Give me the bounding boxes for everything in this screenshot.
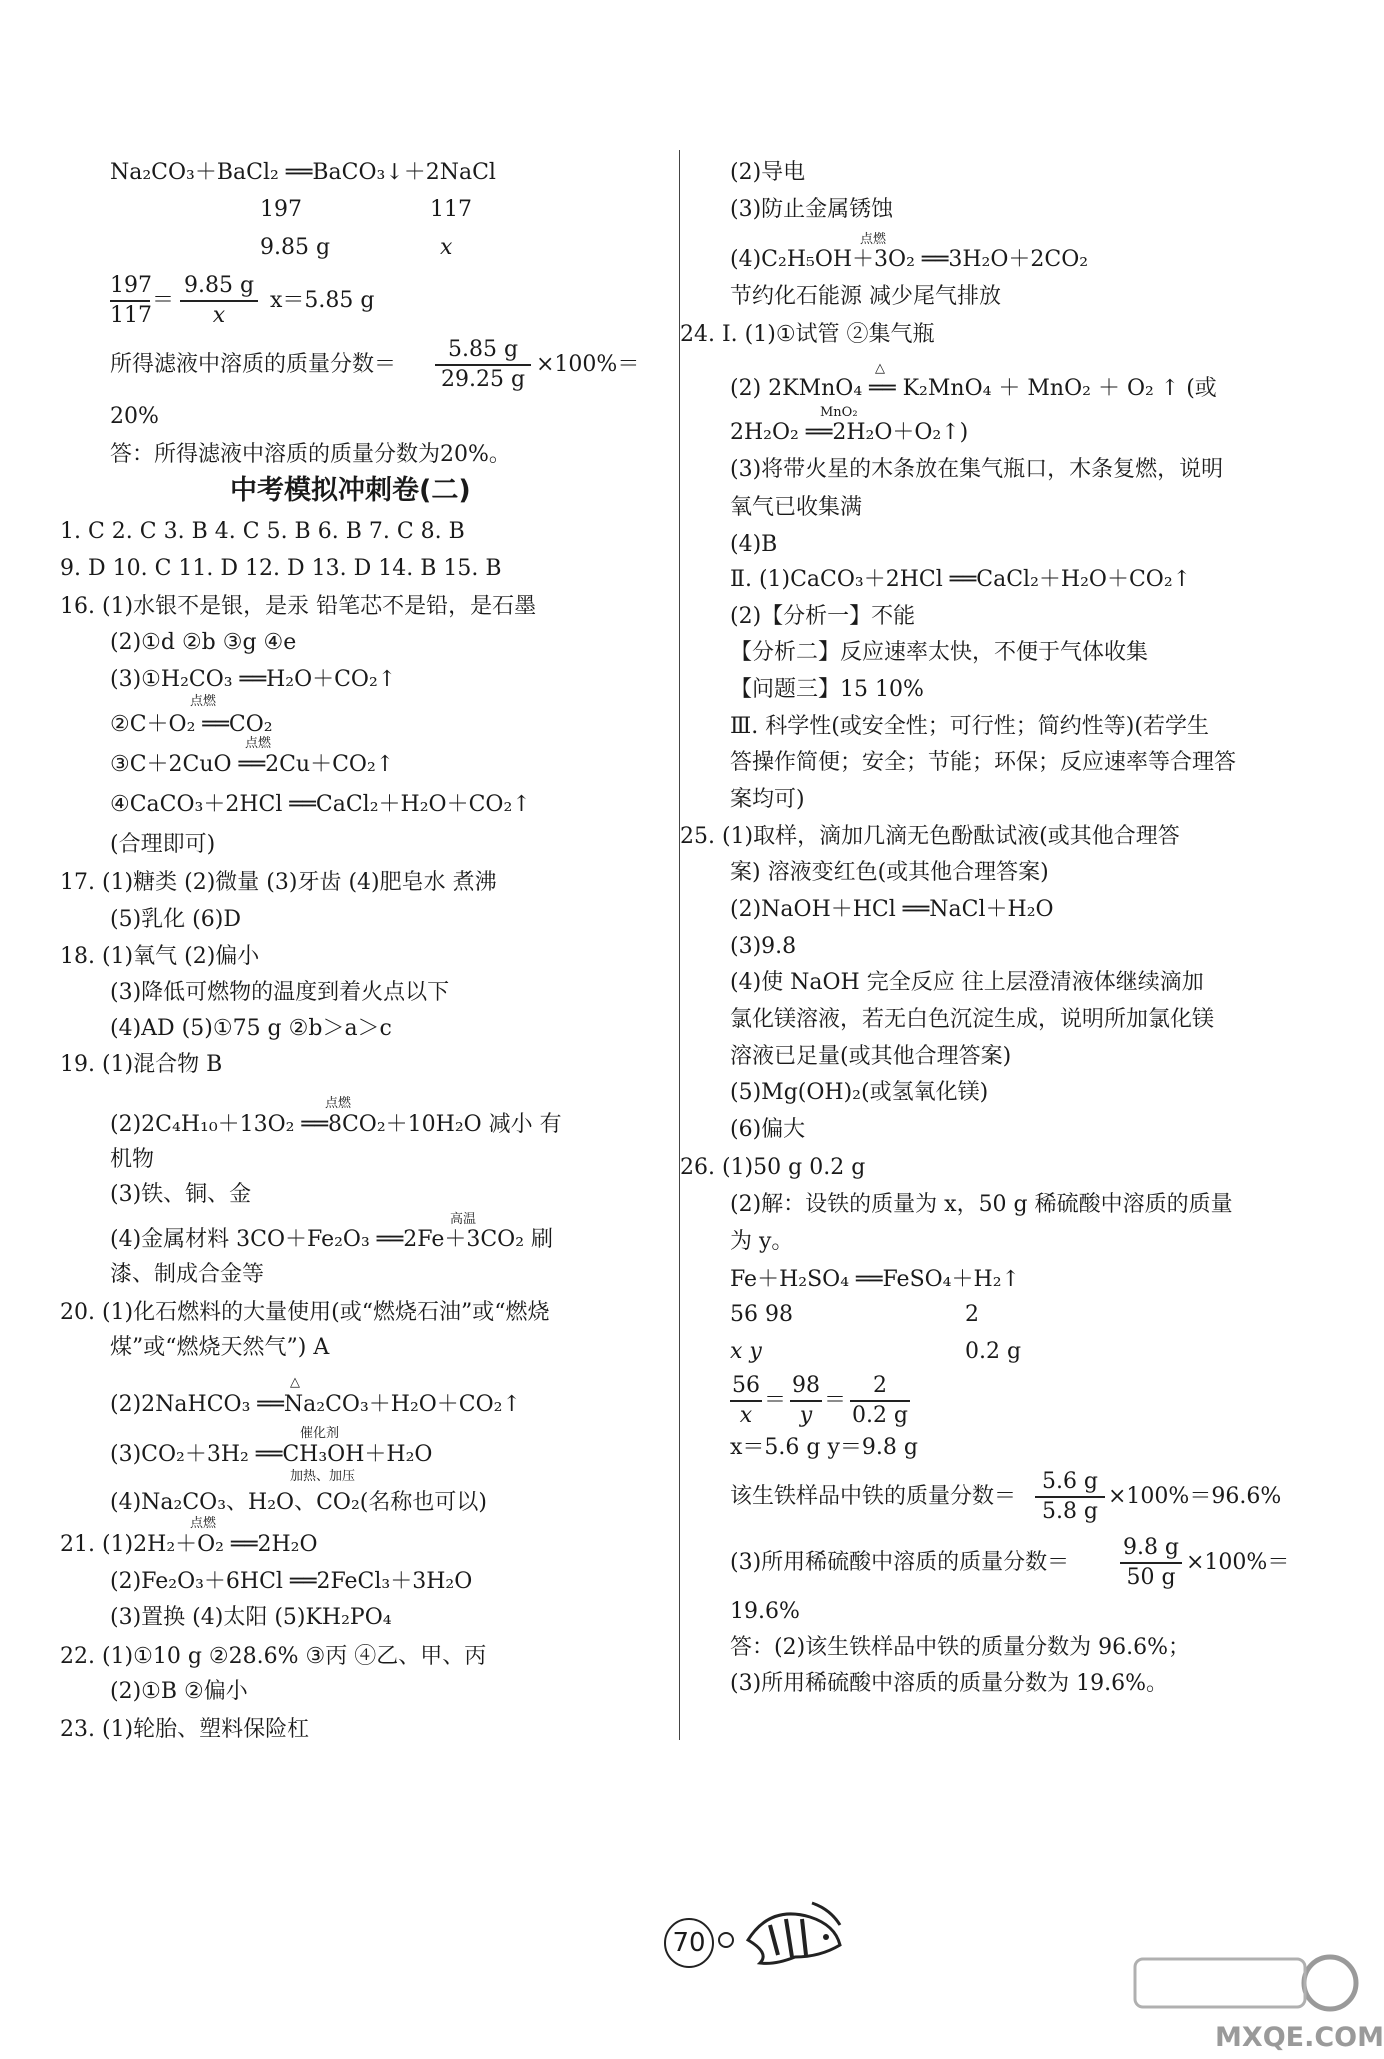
text-line: (4)AD (5)①75 g ②b＞a＞c	[110, 1016, 392, 1041]
text-line: (3)置换 (4)太阳 (5)KH₂PO₄	[110, 1605, 392, 1630]
text-line: 197	[260, 197, 302, 222]
text-line: (3)①H₂CO₃ ══H₂O＋CO₂↑	[110, 667, 397, 692]
text-line: 该生铁样品中铁的质量分数＝	[730, 1484, 1017, 1509]
text-line: 节约化石能源 减少尾气排放	[730, 284, 1001, 309]
q21: 21. (1)2H₂＋O₂ ══2H₂O	[60, 1532, 318, 1557]
text-line: ④CaCO₃＋2HCl ══CaCl₂＋H₂O＋CO₂↑	[110, 792, 531, 817]
text-line: 氯化镁溶液，若无白色沉淀生成，说明所加氯化镁	[730, 1007, 1215, 1032]
condition-label: 点燃	[190, 694, 217, 709]
text-line: 19.6%	[730, 1599, 800, 1624]
text-line: 2H₂O₂ ══2H₂O＋O₂↑)	[730, 420, 969, 445]
fraction: 5.85 g 29.25 g	[435, 336, 531, 394]
text-line: (3)CO₂＋3H₂ ══CH₃OH＋H₂O	[110, 1442, 433, 1467]
text-line: ②C＋O₂ ══CO₂	[110, 712, 273, 737]
text-line: 答操作简便；安全；节能；环保；反应速率等合理答	[730, 750, 1237, 775]
text-line: 煤”或“燃烧天然气”) A	[110, 1335, 330, 1360]
text-line: 2	[965, 1302, 979, 1327]
text-line: 【问题三】15 10%	[730, 677, 924, 702]
condition-label: 加热、加压	[290, 1469, 356, 1484]
text-line: (合理即可)	[110, 832, 216, 857]
fraction: 98 y	[792, 1373, 820, 1428]
q17: 17. (1)糖类 (2)微量 (3)牙齿 (4)肥皂水 煮沸	[60, 870, 497, 895]
text-line: (2) 2KMnO₄ ══ K₂MnO₄ ＋ MnO₂ ＋ O₂ ↑ (或	[730, 376, 1217, 401]
text-line: 【分析二】反应速率太快，不便于气体收集	[730, 640, 1149, 665]
text-line: 机物	[110, 1147, 155, 1172]
page-number: 70	[664, 1918, 714, 1968]
text-line: 117	[430, 197, 472, 222]
q22: 22. (1)①10 g ②28.6% ③丙 ④乙、甲、丙	[60, 1644, 487, 1669]
q19: 19. (1)混合物 B	[60, 1052, 223, 1077]
q25: 25. (1)取样，滴加几滴无色酚酞试液(或其他合理答	[680, 824, 1180, 849]
condition-label: 点燃	[325, 1096, 352, 1111]
answer-row: 9. D 10. C 11. D 12. D 13. D 14. B 15. B	[60, 556, 502, 581]
text-line: 答：(2)该生铁样品中铁的质量分数为 96.6%；	[730, 1635, 1191, 1660]
text-line: 漆、制成合金等	[110, 1262, 265, 1287]
fraction: 9.85 g x	[180, 272, 258, 330]
watermark-text: MXQE.COM	[1215, 2022, 1384, 2053]
text-line: (6)偏大	[730, 1117, 806, 1142]
text-line: x＝5.85 g	[270, 288, 375, 313]
q20: 20. (1)化石燃料的大量使用(或“燃烧石油”或“燃烧	[60, 1300, 550, 1325]
condition-label: 催化剂	[300, 1426, 340, 1441]
text-line: (5)Mg(OH)₂(或氢氧化镁)	[730, 1080, 989, 1105]
text-line: (4)金属材料 3CO＋Fe₂O₃ ══2Fe＋3CO₂ 刷	[110, 1227, 554, 1252]
text-line: Fe＋H₂SO₄ ══FeSO₄＋H₂↑	[730, 1267, 1020, 1292]
text-line: (2)Fe₂O₃＋6HCl ══2FeCl₃＋3H₂O	[110, 1569, 473, 1594]
text-line: (4)Na₂CO₃、H₂O、CO₂(名称也可以)	[110, 1490, 487, 1515]
text-line: (4)使 NaOH 完全反应 往上层澄清液体继续滴加	[730, 970, 1204, 995]
text-line: 56 98	[730, 1302, 793, 1327]
text-line: 案均可)	[730, 787, 805, 812]
fraction: 5.6 g 5.8 g	[1035, 1468, 1105, 1526]
text-line: 为 y。	[730, 1229, 794, 1254]
equation-bacl2: Na₂CO₃＋BaCl₂ ══BaCO₃↓＋2NaCl	[110, 160, 496, 185]
text-line: Ⅲ. 科学性(或安全性；可行性；简约性等)(若学生	[730, 714, 1209, 739]
condition-label: △	[290, 1375, 300, 1390]
condition-label: △	[875, 361, 885, 376]
text-line: Ⅱ. (1)CaCO₃＋2HCl ══CaCl₂＋H₂O＋CO₂↑	[730, 567, 1192, 592]
text-line: (3)铁、铜、金	[110, 1182, 252, 1207]
text-line: (3)降低可燃物的温度到着火点以下	[110, 980, 450, 1005]
text-line: ×100%＝96.6%	[1108, 1484, 1282, 1509]
fish-icon	[740, 1895, 850, 1975]
text-line: 溶液已足量(或其他合理答案)	[730, 1044, 1012, 1069]
column-divider	[679, 150, 680, 1740]
q18: 18. (1)氧气 (2)偏小	[60, 944, 260, 969]
text-line: (3)将带火星的木条放在集气瓶口，木条复燃，说明	[730, 457, 1224, 482]
text-line: x＝5.6 g y＝9.8 g	[730, 1435, 918, 1460]
text-line: (3)9.8	[730, 934, 797, 959]
q24: 24. Ⅰ. (1)①试管 ②集气瓶	[680, 322, 935, 347]
text-line: (3)防止金属锈蚀	[730, 197, 894, 222]
condition-label: MnO₂	[820, 405, 858, 420]
text-line: ×100%＝	[536, 352, 640, 377]
text-line: (4)B	[730, 532, 778, 557]
condition-label: 点燃	[245, 736, 272, 751]
text-line: 氧气已收集满	[730, 495, 863, 520]
fraction: 56 x	[732, 1373, 760, 1428]
text-line: (2)【分析一】不能	[730, 604, 916, 629]
text-line: 9.85 g	[260, 235, 331, 260]
text-line: 答：所得滤液中溶质的质量分数为20%。	[110, 442, 511, 467]
text-line: 0.2 g	[965, 1339, 1022, 1364]
fraction: 197 117	[110, 273, 152, 328]
text-line: (2)导电	[730, 160, 806, 185]
q16: 16. (1)水银不是银，是汞 铅笔芯不是铅，是石墨	[60, 594, 537, 619]
text-line: (2)解：设铁的质量为 x，50 g 稀硫酸中溶质的质量	[730, 1192, 1233, 1217]
text-line: (3)所用稀硫酸中溶质的质量分数为 19.6%。	[730, 1671, 1169, 1696]
decorative-dot	[718, 1932, 734, 1948]
q26: 26. (1)50 g 0.2 g	[680, 1155, 866, 1180]
condition-label: 点燃	[860, 232, 887, 247]
text-line: x	[440, 235, 453, 260]
q23: 23. (1)轮胎、塑料保险杠	[60, 1717, 310, 1742]
text-line: (2)NaOH＋HCl ══NaCl＋H₂O	[730, 897, 1054, 922]
condition-label: 点燃	[190, 1516, 217, 1531]
section-title: 中考模拟冲刺卷(二)	[230, 475, 471, 506]
text-line: ×100%＝	[1186, 1550, 1290, 1575]
fraction: 2 0.2 g	[851, 1373, 909, 1428]
text-line: ③C＋2CuO ══2Cu＋CO₂↑	[110, 752, 395, 777]
text-line: (4)C₂H₅OH＋3O₂ ══3H₂O＋2CO₂	[730, 247, 1089, 272]
text-line: (2)2NaHCO₃ ══Na₂CO₃＋H₂O＋CO₂↑	[110, 1392, 521, 1417]
fraction: 9.8 g 50 g	[1120, 1534, 1182, 1592]
answer-row: 1. C 2. C 3. B 4. C 5. B 6. B 7. C 8. B	[60, 519, 465, 544]
text-line: 20%	[110, 404, 159, 429]
text-line: 所得滤液中溶质的质量分数＝	[110, 352, 397, 377]
text-line: (5)乳化 (6)D	[110, 907, 241, 932]
text-line: (2)2C₄H₁₀＋13O₂ ══8CO₂＋10H₂O 减小 有	[110, 1112, 562, 1137]
text-line: 案) 溶液变红色(或其他合理答案)	[730, 860, 1049, 885]
condition-label: 高温	[450, 1212, 477, 1227]
text-line: (3)所用稀硫酸中溶质的质量分数＝	[730, 1550, 1070, 1575]
text-line: (2)①d ②b ③g ④e	[110, 630, 297, 655]
text-line: x y	[730, 1339, 762, 1364]
text-line: (2)①B ②偏小	[110, 1679, 248, 1704]
